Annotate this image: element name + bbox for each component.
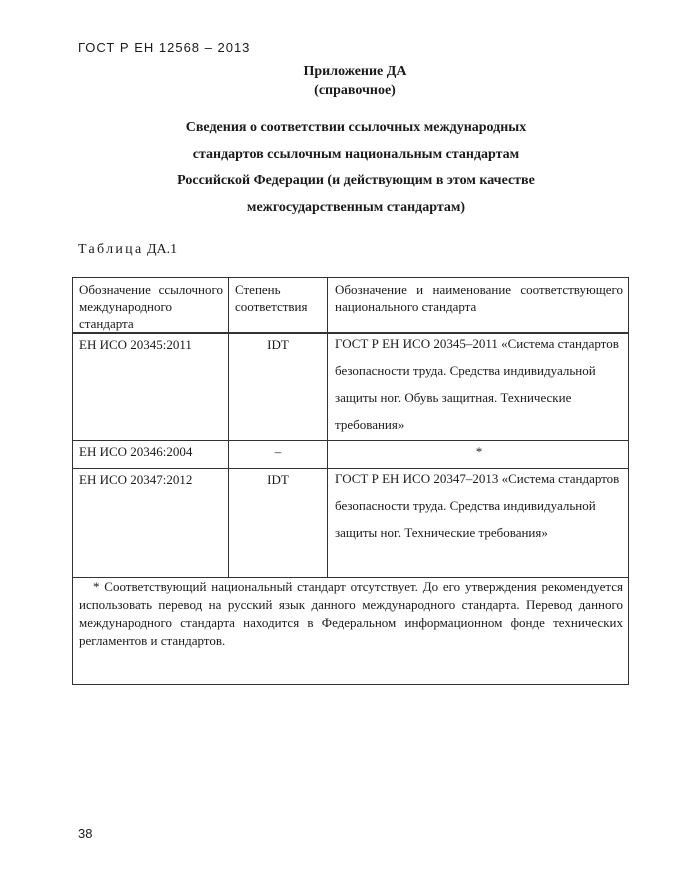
footnote-text: * Соответствующий национальный стандарт отсутствует. До его утверждения рекомендуется использовать перевод на русский язык данного международного стандарта. Перевод данного международного стандарта находится в Федеральном информационном фонде технических регламентов и стандартов. [79, 579, 623, 648]
header-cell-intl-standard: Обозначение ссылочного международного стандарта [79, 282, 223, 331]
appendix-subtitle: (справочное) [314, 83, 396, 98]
page-number: 38 [78, 826, 93, 841]
row-3-intl-code: ЕН ИСО 20347:2012 [79, 472, 193, 487]
row-3-degree: IDT [267, 472, 289, 487]
row-divider-1 [73, 440, 628, 441]
row-2-national-standard: * [475, 444, 483, 459]
appendix-heading-line-4: межгосударственным стандартам) [246, 200, 466, 215]
row-1-intl-code: ЕН ИСО 20345:2011 [79, 337, 192, 352]
column-divider-2 [327, 278, 328, 578]
table-label-prefix: Таблица [78, 242, 144, 257]
table-footnote [79, 578, 623, 650]
row-3-national-standard: ГОСТ Р ЕН ИСО 20347–2013 «Система стандартов безопасности труда. Средства индивидуальной защиты ног. Технические требования» [335, 471, 620, 540]
standard-code-header: ГОСТ Р ЕН 12568 – 2013 [78, 40, 251, 55]
row-1-national-standard: ГОСТ Р ЕН ИСО 20345–2011 «Система стандартов безопасности труда. Средства индивидуальной защиты ног. Обувь защитная. Технические требования» [335, 336, 619, 432]
header-cell-national-standard: Обозначение и наименование соответствующего национального стандарта [335, 282, 623, 314]
appendix-heading-line-3: Российской Федерации (и действующим в этом качестве [177, 173, 535, 188]
row-2-degree: – [274, 444, 282, 459]
row-1-degree: IDT [267, 337, 289, 352]
header-cell-degree: Степень соответствия [235, 282, 308, 314]
table-label-number: ДА.1 [146, 242, 178, 257]
appendix-heading-line-1: Сведения о соответствии ссылочных международных [185, 120, 527, 135]
correspondence-table [72, 277, 629, 685]
row-2-intl-code: ЕН ИСО 20346:2004 [79, 444, 193, 459]
appendix-heading-line-2: стандартов ссылочным национальным стандартам [192, 147, 520, 162]
column-divider-1 [228, 278, 229, 578]
appendix-title: Приложение ДА [303, 64, 407, 79]
table-label [78, 242, 177, 258]
